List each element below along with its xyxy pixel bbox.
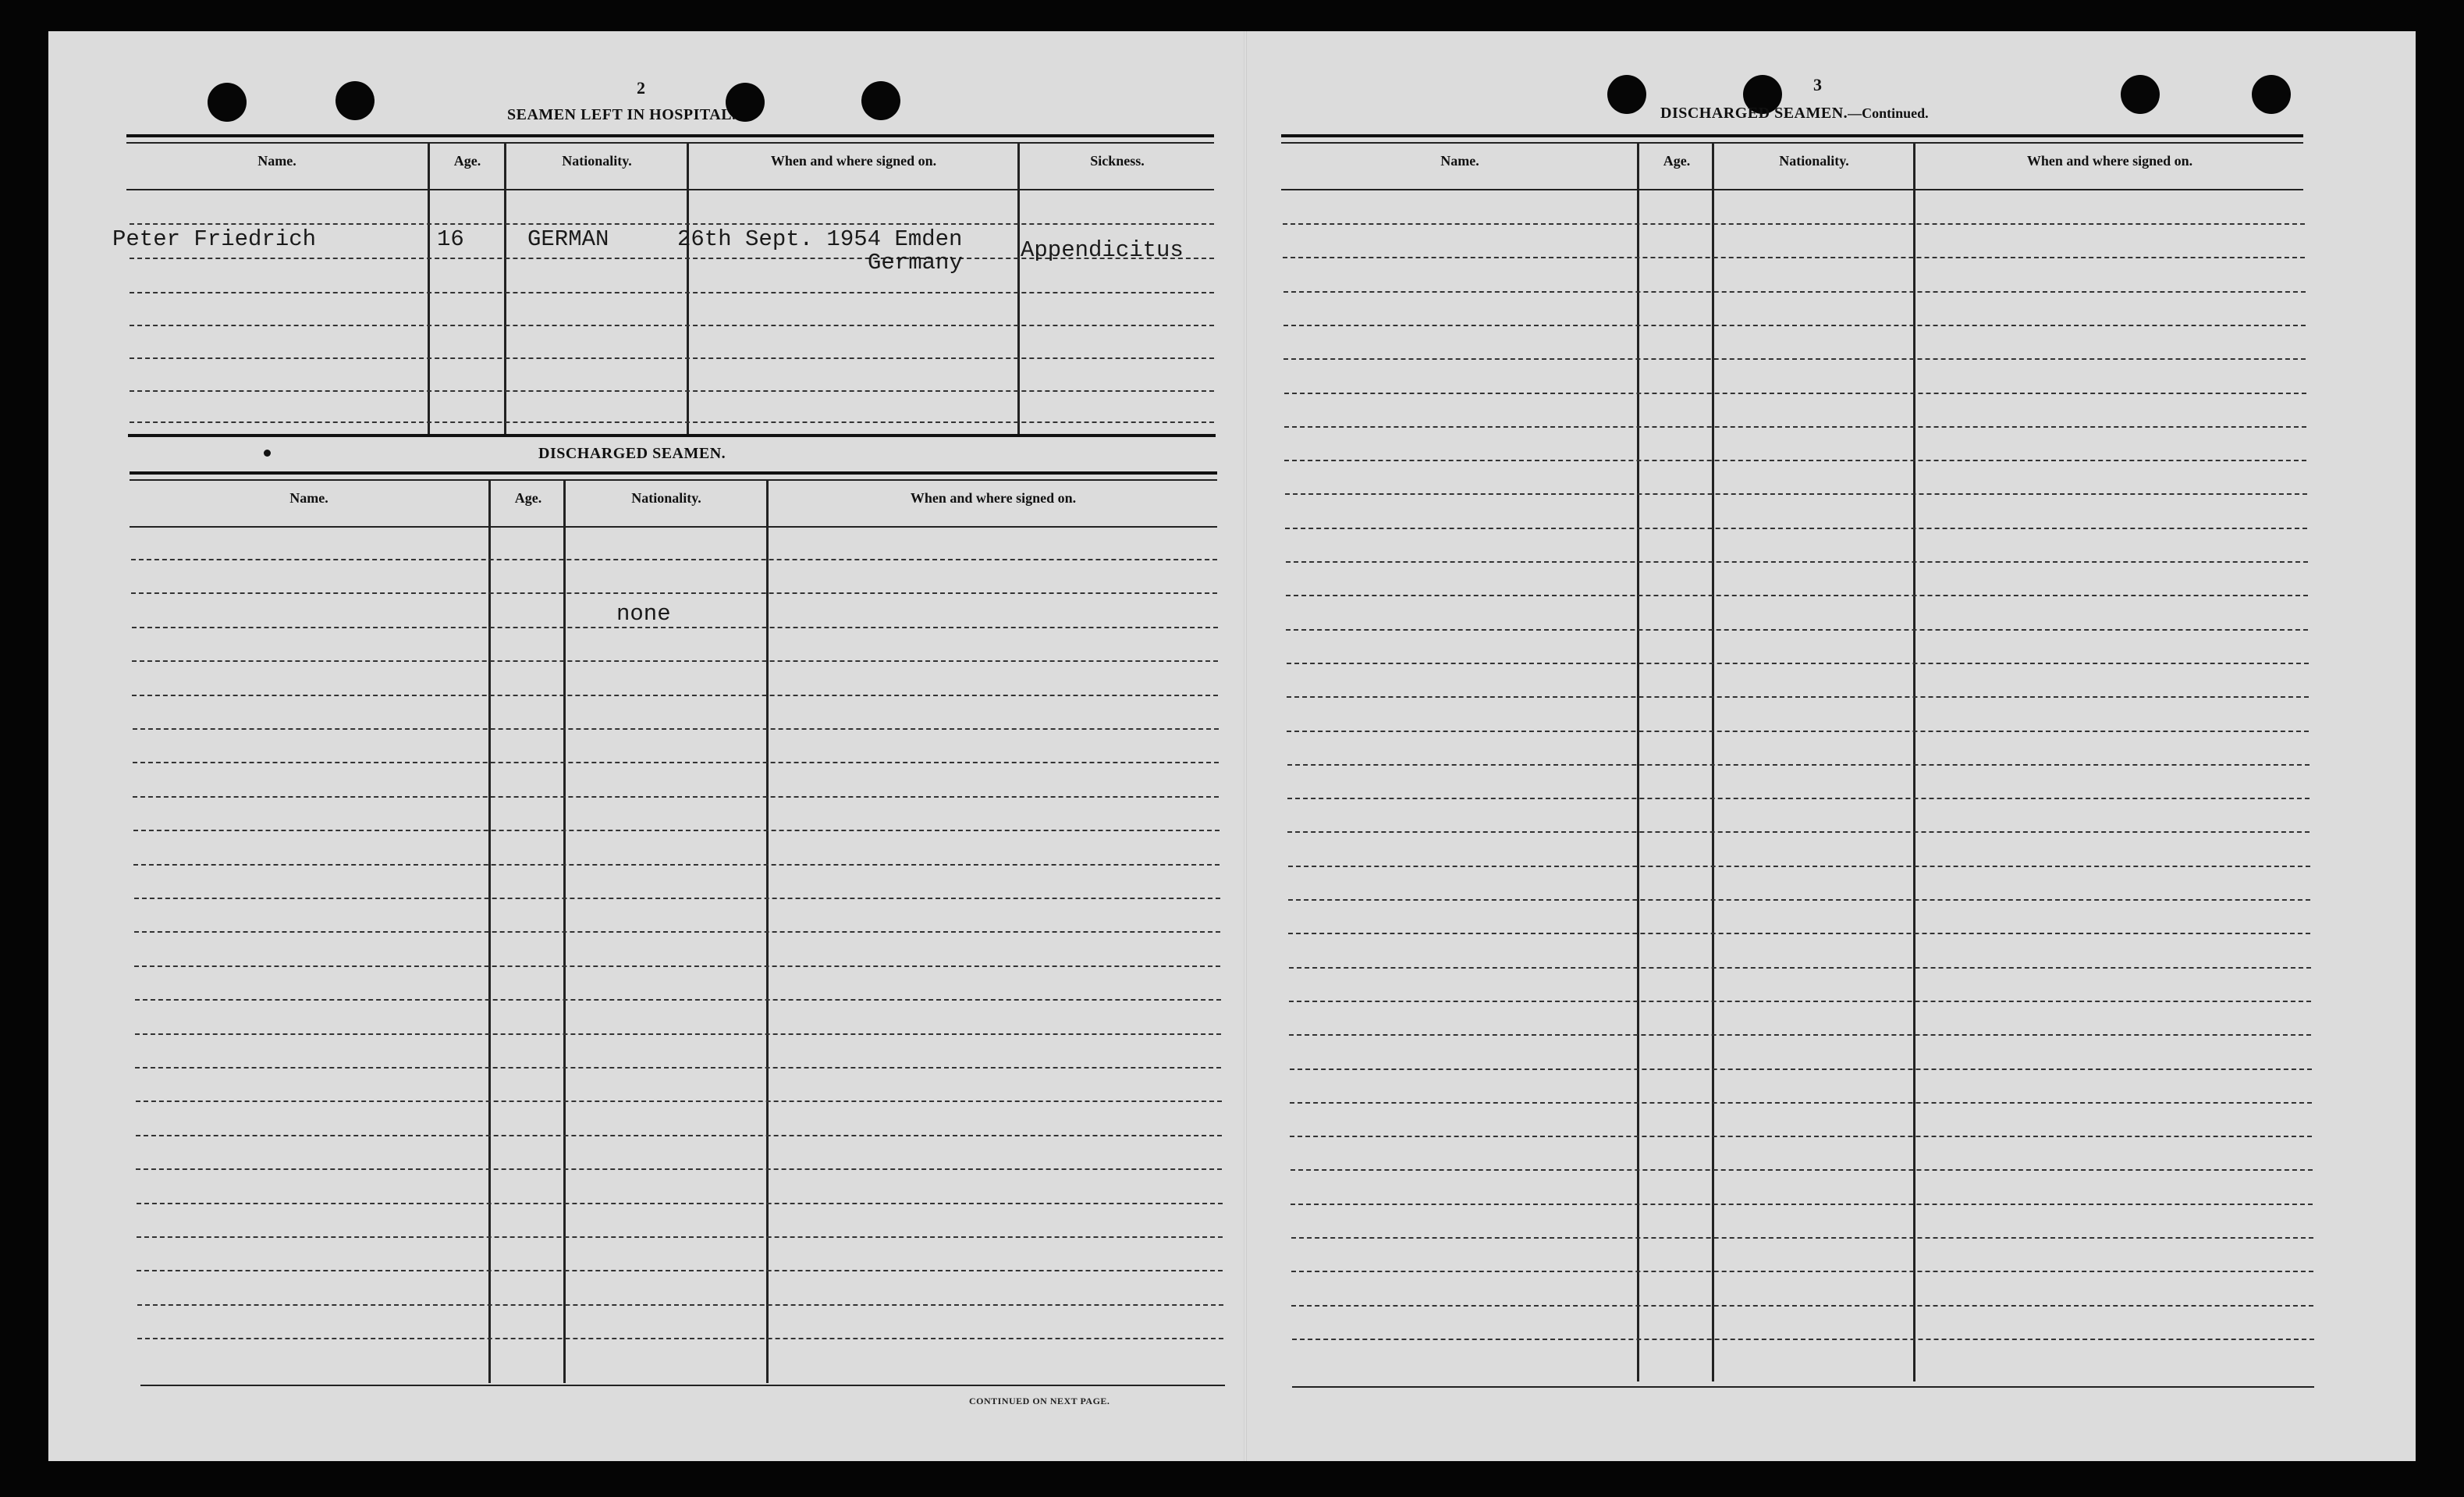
discharged-section-title: DISCHARGED SEAMEN.: [538, 445, 726, 462]
ruling-line: [1285, 493, 2307, 495]
ruling-line: [1291, 1204, 2313, 1205]
ruling-line: [1287, 696, 2309, 698]
ruling-line: [132, 695, 1218, 696]
column-header-nationality: Nationality.: [562, 153, 632, 169]
ruling-line: [1291, 1237, 2313, 1239]
ruling-line: [1287, 831, 2310, 833]
ruling-line: [1288, 933, 2310, 934]
ruling-line: [134, 965, 1220, 967]
ruling-line: [133, 728, 1219, 730]
ruling-line: [133, 762, 1219, 763]
ruling-line: [1284, 460, 2306, 461]
ruling-line: [1283, 223, 2305, 225]
ruling-line: [135, 1067, 1221, 1069]
punch-hole: [2121, 75, 2160, 114]
manifest-sheet: [48, 31, 2416, 1461]
column-header-name: Name.: [1440, 153, 1479, 169]
ruling-line: [1283, 358, 2306, 360]
ruling-line: [133, 864, 1220, 866]
signed-on-country: Germany: [868, 250, 963, 276]
page-number: 3: [1813, 75, 1822, 94]
ruling-line: [137, 1304, 1223, 1306]
ruling-line: [1290, 1069, 2312, 1070]
ruling-line: [1286, 595, 2308, 596]
ruling-line: [1289, 967, 2311, 969]
ruling-line: [1290, 1136, 2312, 1137]
ruling-line: [137, 1203, 1223, 1204]
ruling-line: [132, 627, 1218, 628]
right-page: [1244, 31, 2416, 1461]
column-header-age: Age.: [453, 153, 481, 169]
seaman-nationality: GERMAN: [527, 226, 609, 252]
ruling-line: [137, 1270, 1223, 1271]
ruling-line: [1284, 393, 2306, 394]
seaman-age: 16: [437, 226, 464, 252]
column-header-signed-on: When and where signed on.: [2026, 153, 2193, 169]
ruling-line: [1291, 1305, 2313, 1307]
column-header-signed-on: When and where signed on.: [910, 490, 1077, 506]
column-header-signed-on: When and where signed on.: [770, 153, 937, 169]
column-header-nationality: Nationality.: [631, 490, 701, 506]
ruling-line: [1288, 899, 2310, 901]
column-header-age: Age.: [514, 490, 542, 506]
ruling-line: [1287, 731, 2309, 732]
ruling-line: [1291, 1169, 2313, 1171]
ruling-line: [1286, 629, 2308, 631]
ruling-line: [1288, 866, 2310, 867]
ruling-line: [137, 1236, 1223, 1238]
ruling-line: [1287, 764, 2310, 766]
seaman-name: Peter Friedrich: [112, 226, 317, 252]
punch-hole: [861, 81, 900, 120]
column-header-nationality: Nationality.: [1779, 153, 1849, 169]
ruling-line: [131, 559, 1217, 560]
ruling-line: [1289, 1001, 2311, 1002]
ruling-line: [1290, 1102, 2312, 1104]
bullet-mark: [264, 450, 271, 457]
ruling-line: [135, 1033, 1221, 1035]
punch-hole: [2252, 75, 2291, 114]
column-header-name: Name.: [289, 490, 328, 506]
signed-on-date-place: 26th Sept. 1954 Emden: [677, 226, 963, 252]
ruling-line: [1286, 561, 2308, 563]
page-number: 2: [637, 78, 645, 98]
ruling-line: [1287, 798, 2310, 799]
ruling-line: [134, 931, 1220, 933]
ruling-line: [135, 999, 1221, 1001]
hospital-section-title: SEAMEN LEFT IN HOSPITAL.: [507, 106, 737, 123]
punch-hole: [208, 83, 247, 122]
ruling-line: [133, 796, 1219, 798]
left-page: [48, 31, 1244, 1461]
ruling-line: [1283, 325, 2306, 326]
ruling-line: [1283, 291, 2306, 293]
column-header-age: Age.: [1663, 153, 1691, 169]
ruling-line: [134, 898, 1220, 899]
ruling-line: [137, 1338, 1223, 1339]
ruling-line: [136, 1101, 1222, 1102]
ruling-line: [1284, 426, 2306, 428]
ruling-line: [131, 592, 1217, 594]
ruling-line: [136, 1135, 1222, 1136]
ruling-line: [132, 660, 1218, 662]
ruling-line: [1289, 1034, 2311, 1036]
punch-hole: [336, 81, 375, 120]
column-header-sickness: Sickness.: [1090, 153, 1145, 169]
ruling-line: [1292, 1339, 2314, 1340]
seaman-sickness: Appendicitus: [1021, 237, 1184, 263]
discharged-entry-note: none: [616, 601, 671, 627]
column-header-name: Name.: [257, 153, 296, 169]
continued-note: CONTINUED ON NEXT PAGE.: [969, 1396, 1110, 1406]
ruling-line: [1285, 528, 2307, 529]
ruling-line: [1283, 257, 2305, 258]
ruling-line: [133, 830, 1220, 831]
ruling-line: [136, 1168, 1222, 1170]
discharged-continued-title: DISCHARGED SEAMEN.—Continued.: [1660, 105, 1929, 122]
ruling-line: [1287, 663, 2309, 664]
ruling-line: [1291, 1271, 2313, 1272]
punch-hole: [1607, 75, 1646, 114]
